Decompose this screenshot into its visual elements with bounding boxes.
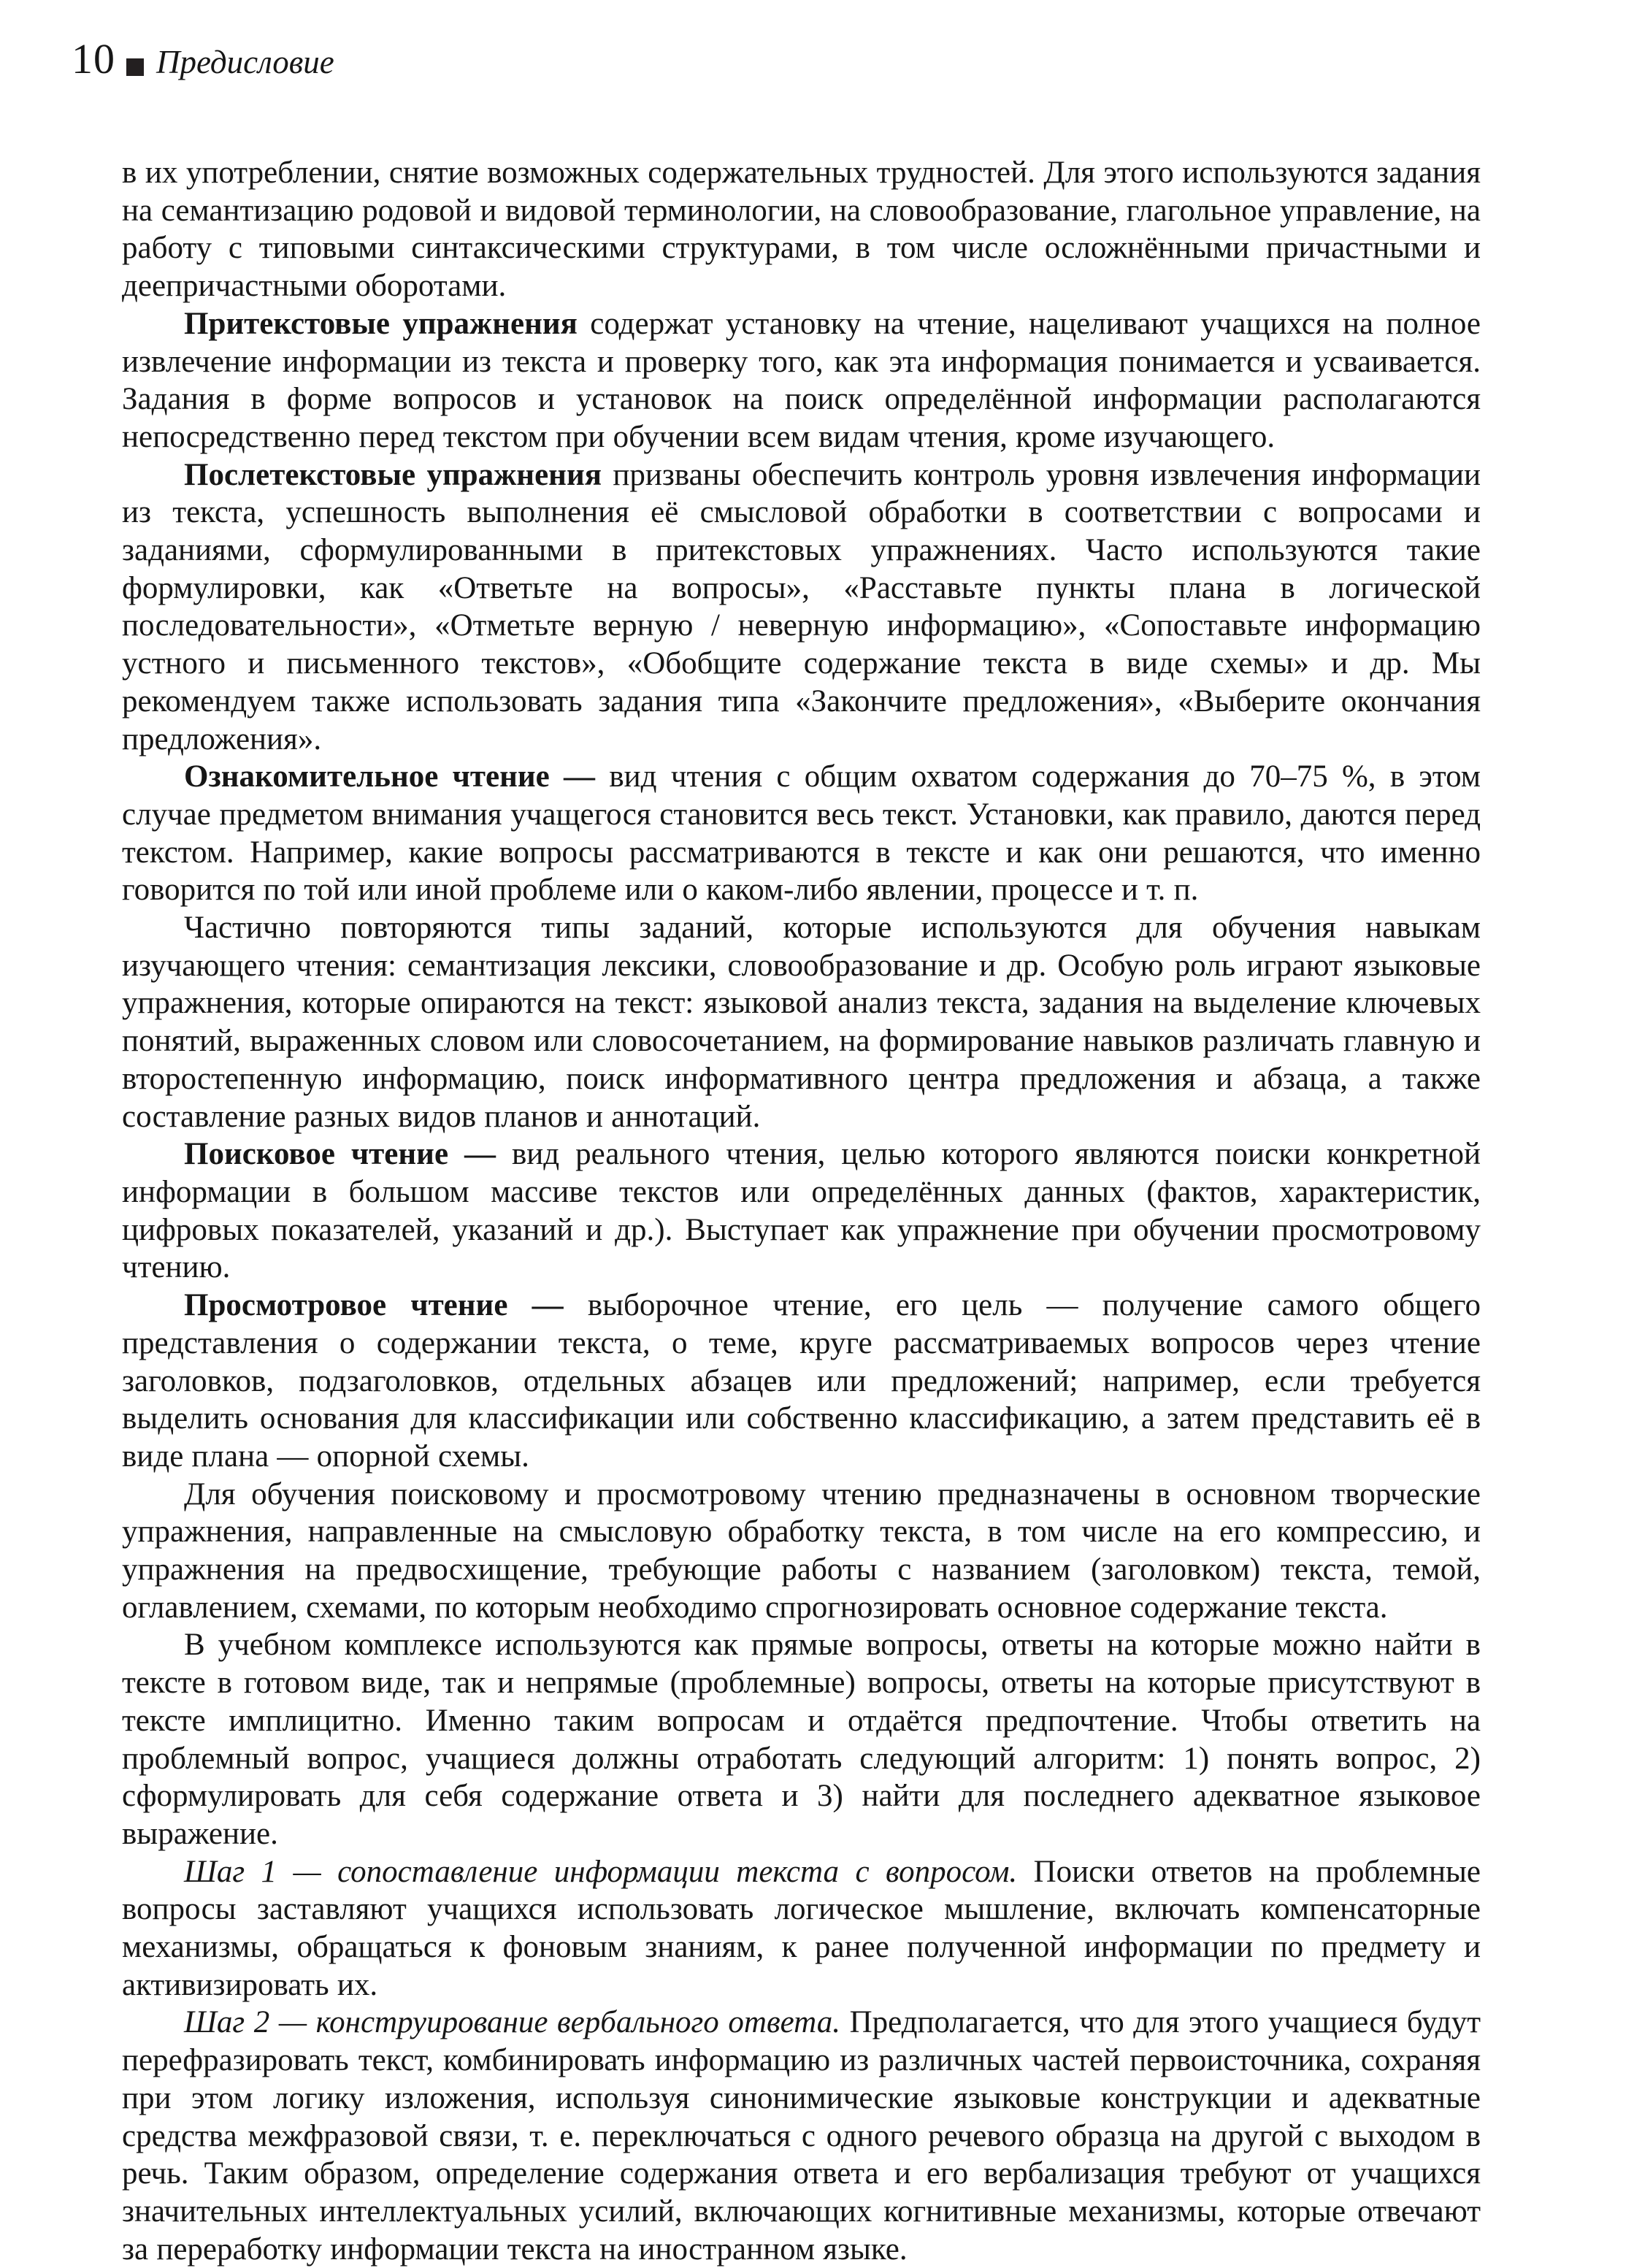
text-segment-normal: Поиски ответов на проблемные вопросы заставляют учащихся использовать логическое мышление, включать компенсаторные механизмы, обращаться к фоновым знаниям, к ранее полученной информации по предмету и активизировать их.: [122, 1854, 1481, 2002]
paragraph: [122, 305, 1481, 456]
section-title: Предисловие: [156, 44, 334, 80]
text-segment-normal: призваны обеспечить контроль уровня извлечения информации из текста, успешность выполнения её смысловой обработки в соответствии с вопросами и заданиями, сформулированными в притекстовых упражнениях. Часто используются такие формулировки, как «Ответьте на вопросы», «Расставьте пункты плана в логической последовательности», «Отметьте верную / неверную информацию», «Сопоставьте информацию устного и письменного текстов», «Обобщите содержание текста в виде схемы» и др. Мы рекомендуем также использовать задания типа «Закончите предложения», «Выберите окончания предложения».: [122, 457, 1481, 756]
text-segment-normal: Частично повторяются типы заданий, которые используются для обучения навыкам изучающего чтения: семантизация лексики, словообразование и др. Особую роль играют языковые упражнения, которые опираются на текст: языковой анализ текста, задания на выделение ключевых понятий, выраженных словом или словосочетанием, на формирование навыков различать главную и второстепенную информацию, поиск информативного центра предложения и абзаца, а также составление разных видов планов и аннотаций.: [122, 911, 1481, 1134]
paragraph: [122, 758, 1481, 909]
text-segment-normal: Для обучения поисковому и просмотровому чтению предназначены в основном творческие упражнения, направленные на смысловую обработку текста, в том числе на его компрессию, и упражнения на предвосхищение, требующие работы с названием (заголовком) текста, темой, оглавлением, схемами, по которым необходимо спрогнозировать основное содержание текста.: [122, 1476, 1481, 1625]
text-segment-bold: Ознакомительное чтение —: [184, 759, 596, 794]
section-marker-icon: [126, 58, 144, 76]
text-segment-normal: вид чтения с общим охватом содержания до 70–75 %, в этом случае предметом внимания учащегося становится весь текст. Установки, как правило, даются перед текстом. Например, какие вопросы рассматриваются в тексте и как они решаются, что именно говорится по той или иной проблеме или о каком-либо явлении, процессе и т. п.: [122, 759, 1481, 908]
paragraph: [122, 1287, 1481, 1476]
text-segment-normal: содержат установку на чтение, нацеливают учащихся на полное извлечение информации из текста и проверку того, как эта информация понимается и усваивается. Задания в форме вопросов и установок на поиск определённой информации располагаются непосредственно перед текстом при обучении всем видам чтения, кроме изучающего.: [122, 306, 1481, 454]
page-body: [122, 154, 1481, 2268]
paragraph: [122, 909, 1481, 1135]
paragraph: [122, 1476, 1481, 1627]
text-segment-bold: Просмотровое чтение —: [184, 1288, 564, 1323]
text-segment-bold: Послетекстовые упражнения: [184, 457, 602, 492]
text-segment-normal: в их употреблении, снятие возможных содержательных трудностей. Для этого используются задания на семантизацию родовой и видовой терминологии, на словообразование, глагольное управление, на работу с типовыми синтаксическими структурами, в том числе осложнёнными причастными и деепричастными оборотами.: [122, 156, 1481, 304]
paragraph: [122, 2004, 1481, 2268]
page-number: 10: [72, 35, 115, 83]
paragraph: [122, 1626, 1481, 1853]
paragraph: [122, 1135, 1481, 1287]
paragraph: [122, 1853, 1481, 2004]
running-head: [72, 35, 334, 83]
text-segment-bold: Поисковое чтение —: [184, 1137, 496, 1172]
text-segment-normal: выборочное чтение, его цель — получение самого общего представления о содержании текста, о теме, круге рассматриваемых вопросов через чтение заголовков, подзаголовков, отдельных абзацев или предложений; например, если требуется выделить основания для классификации или собственно классификацию, а затем представить её в виде плана — опорной схемы.: [122, 1288, 1481, 1474]
text-segment-italic: Шаг 2 — конструирование вербального ответа.: [184, 2005, 840, 2040]
text-segment-normal: В учебном комплексе используются как прямые вопросы, ответы на которые можно найти в тексте в готовом виде, так и непрямые (проблемные) вопросы, ответы на которые присутствуют в тексте имплицитно. Именно таким вопросам и отдаётся предпочтение. Чтобы ответить на проблемный вопрос, учащиеся должны отработать следующий алгоритм: 1) понять вопрос, 2) сформулировать для себя содержание ответа и 3) найти для последнего адекватное языковое выражение.: [122, 1628, 1481, 1851]
text-segment-normal: вид реального чтения, целью которого являются поиски конкретной информации в большом массиве текстов или определённых данных (фактов, характеристик, цифровых показателей, указаний и др.). Выступает как упражнение при обучении просмотровому чтению.: [122, 1137, 1481, 1285]
paragraph: [122, 154, 1481, 305]
text-segment-normal: Предполагается, что для этого учащиеся будут перефразировать текст, комбинировать информацию из различных частей первоисточника, сохраняя при этом логику изложения, используя синонимические языковые конструкции и адекватные средства межфразовой связи, т. е. переключаться с одного речевого образца на другой с выходом в речь. Таким образом, определение содержания ответа и его вербализация требуют от учащихся значительных интеллектуальных усилий, включающих когнитивные механизмы, которые отвечают за переработку информации текста на иностранном языке.: [122, 2005, 1481, 2267]
text-segment-bold: Притекстовые упражнения: [184, 306, 578, 341]
text-segment-italic: Шаг 1 — сопоставление информации текста с вопросом.: [184, 1854, 1018, 1889]
paragraph: [122, 456, 1481, 759]
